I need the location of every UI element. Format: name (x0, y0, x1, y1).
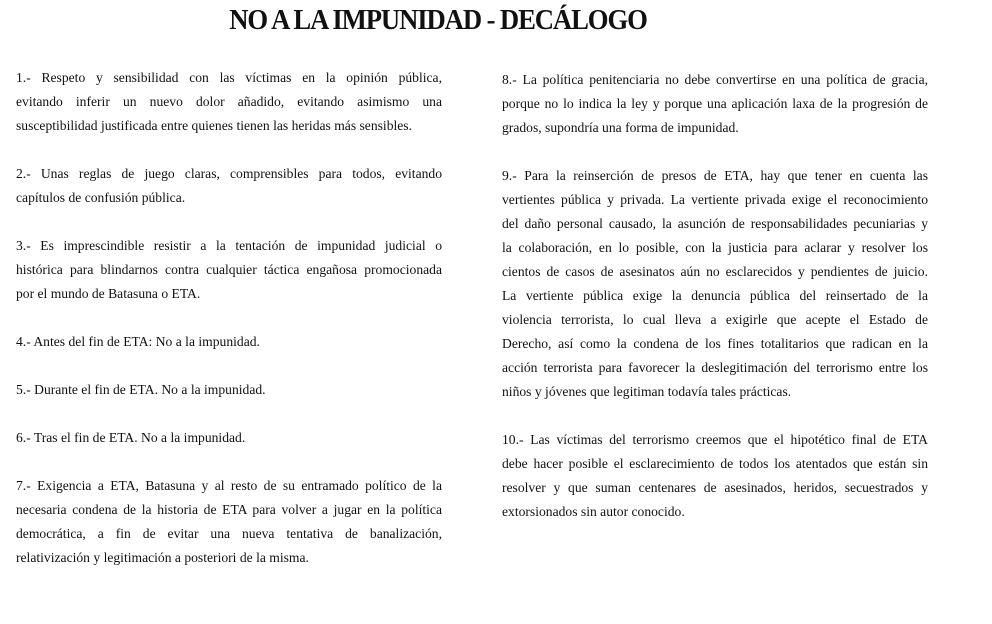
decalogue-item (16, 378, 442, 402)
decalogue-item (502, 164, 928, 404)
item-text-line: 2.- Unas reglas de juego claras, comprensibles para todos, evitando (16, 166, 442, 181)
item-text-line: vertientes pública y privada. La vertiente privada exige el reconocimiento (502, 192, 928, 207)
item-text-line: susceptibilidad justificada entre quienes tienen las heridas más sensibles. (16, 118, 412, 133)
item-text-line: 5.- Durante el fin de ETA. No a la impunidad. (16, 382, 266, 397)
decalogue-item (16, 474, 442, 570)
item-spacer (16, 210, 442, 234)
item-text-line: niños y jóvenes que legitiman todavía tales prácticas. (502, 384, 792, 399)
item-text-line: La vertiente pública exige la denuncia pública del reinsertado de la (502, 288, 928, 303)
item-text-line: acción terrorista para favorecer la deslegitimación del terrorismo entre los (502, 360, 928, 375)
item-text-line: capítulos de confusión pública. (16, 190, 186, 205)
item-spacer (16, 138, 442, 162)
decalogue-item (16, 162, 442, 210)
left-column (16, 66, 442, 570)
item-text-line: porque no lo indica la ley y porque una aplicación laxa de la progresión de (502, 96, 928, 111)
item-text-line: la colaboración, en lo posible, con la justicia para aclarar y resolver los (502, 240, 928, 255)
document-title: NO A LA IMPUNIDAD - DECÁLOGO (229, 4, 647, 36)
item-text-line: resolver y que suman centenares de asesinados, heridos, secuestrados y (502, 480, 928, 495)
item-text-line: evitando inferir un nuevo dolor añadido, evitando asimismo una (16, 94, 442, 109)
item-text-line: necesaria condena de la historia de ETA para volver a jugar en la política (16, 502, 442, 517)
item-spacer (502, 404, 928, 428)
item-spacer (16, 306, 442, 330)
item-text-line: 3.- Es imprescindible resistir a la tentación de impunidad judicial o (16, 238, 442, 253)
item-text-line: Derecho, así como la condena de los fines totalitarios que radican en la (502, 336, 928, 351)
item-text-line: cientos de casos de asesinatos aún no esclarecidos y pendientes de juicio. (502, 264, 928, 279)
right-column (502, 68, 928, 524)
decalogue-item (502, 68, 928, 140)
decalogue-item (16, 330, 442, 354)
item-text-line: 10.- Las víctimas del terrorismo creemos que el hipotético final de ETA (502, 432, 928, 447)
item-text-line: 1.- Respeto y sensibilidad con las víctimas en la opinión pública, (16, 70, 442, 85)
decalogue-item (16, 66, 442, 138)
item-spacer (502, 140, 928, 164)
item-spacer (16, 354, 442, 378)
item-text-line: histórica para blindarnos contra cualquier táctica engañosa promocionada (16, 262, 442, 277)
item-text-line: relativización y legitimación a posteriori de la misma. (16, 550, 309, 565)
item-text-line: extorsionados sin autor conocido. (502, 504, 685, 519)
item-text-line: 8.- La política penitenciaria no debe convertirse en una política de gracia, (502, 72, 928, 87)
item-text-line: 9.- Para la reinserción de presos de ETA, hay que tener en cuenta las (502, 168, 928, 183)
item-text-line: 7.- Exigencia a ETA, Batasuna y al resto de su entramado político de la (16, 478, 442, 493)
item-text-line: grados, supondría una forma de impunidad. (502, 120, 739, 135)
item-text-line: 6.- Tras el fin de ETA. No a la impunidad. (16, 430, 246, 445)
item-text-line: debe hacer posible el esclarecimiento de todos los atentados que están sin (502, 456, 928, 471)
item-text-line: democrática, a fin de evitar una nueva tentativa de banalización, (16, 526, 442, 541)
item-text-line: violencia terrorista, lo cual lleva a exigirle que acepte el Estado de (502, 312, 928, 327)
item-text-line: 4.- Antes del fin de ETA: No a la impunidad. (16, 334, 260, 349)
item-text-line: por el mundo de Batasuna o ETA. (16, 286, 201, 301)
item-spacer (16, 450, 442, 474)
decalogue-item (16, 426, 442, 450)
decalogue-item (502, 428, 928, 524)
item-text-line: del daño personal causado, la asunción de responsabilidades pecuniarias y (502, 216, 928, 231)
item-spacer (16, 402, 442, 426)
decalogue-item (16, 234, 442, 306)
